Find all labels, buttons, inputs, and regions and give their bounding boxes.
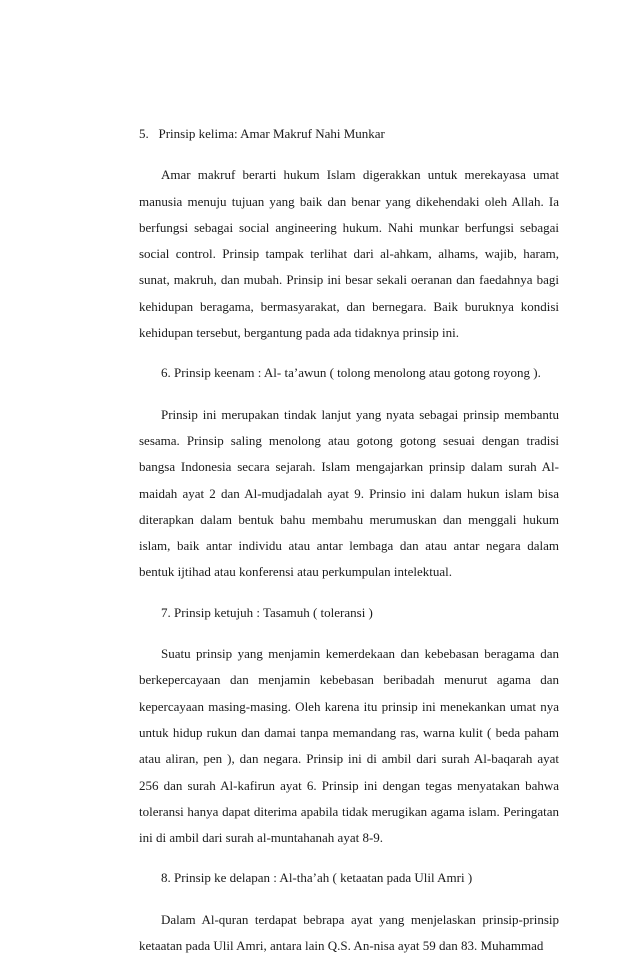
section-heading-8: 8. Prinsip ke delapan : Al-tha’ah ( ketaatan pada Ulil Amri ) (161, 870, 473, 886)
section-heading-5: 5. Prinsip kelima: Amar Makruf Nahi Munkar (139, 126, 385, 141)
page-content (139, 121, 559, 959)
section-body-6: Prinsip ini merupakan tindak lanjut yang nyata sebagai prinsip membantu sesama. Prinsip saling menolong atau gotong gotong sesuai dengan tradisi bangsa Indonesia secara sejarah. Islam mengajarkan prinsip dalam surah Al-maidah ayat 2 dan Al-mudjadalah ayat 9. Prinsio ini dalam hukun islam bisa diterapkan dalam bentuk bahu membahu merumuskan dan menggali hukum islam, baik antar individu atau antar lembaga dan atau antar negara dalam bentuk ijtihad atau konferensi atau perkumpulan intelektual. (139, 406, 559, 580)
section-body-8: Dalam Al-quran terdapat bebrapa ayat yang menjelaskan prinsip-prinsip ketaatan pada Ulil Amri, antara lain Q.S. An-nisa ayat 59 dan 83. Muhammad (139, 911, 559, 954)
section-heading-7: 7. Prinsip ketujuh : Tasamuh ( toleransi ) (161, 604, 373, 620)
section-body-5: Amar makruf berarti hukum Islam digerakkan untuk merekayasa umat manusia menuju tujuan yang baik dan benar yang dikehendaki oleh Allah. Ia berfungsi sebagai social angineering hukum. Nahi munkar berfungsi sebagai social control. Prinsip tampak terlihat dari al-ahkam, alhams, wajib, haram, sunat, makruh, dan mubah. Prinsip ini besar sekali oeranan dan faedahnya bagi kehidupan beragama, bermasyarakat, dan bernegara. Baik buruknya kondisi kehidupan tersebut, bergantung pada ada tidaknya prinsip ini. (139, 167, 559, 341)
section-body-7: Suatu prinsip yang menjamin kemerdekaan dan kebebasan beragama dan berkepercayaan dan menjamin kebebasan beribadah menurut agama dan kepercayaan masing-masing. Oleh karena itu prinsip ini menekankan umat nya untuk hidup rukun dan damai tanpa memandang ras, warna kulit ( beda paham atau aliran, pen ), dan negara. Prinsip ini di ambil dari surah Al-baqarah ayat 256 dan surah Al-kafirun ayat 6. Prinsip ini dengan tegas menyatakan bahwa toleransi hanya dapat diterima apabila tidak merugikan agama islam. Peringatan ini di ambil dari surah al-muntahanah ayat 8-9. (139, 646, 559, 846)
section-heading-6: 6. Prinsip keenam : Al- ta’awun ( tolong menolong atau gotong royong ). (161, 365, 541, 381)
